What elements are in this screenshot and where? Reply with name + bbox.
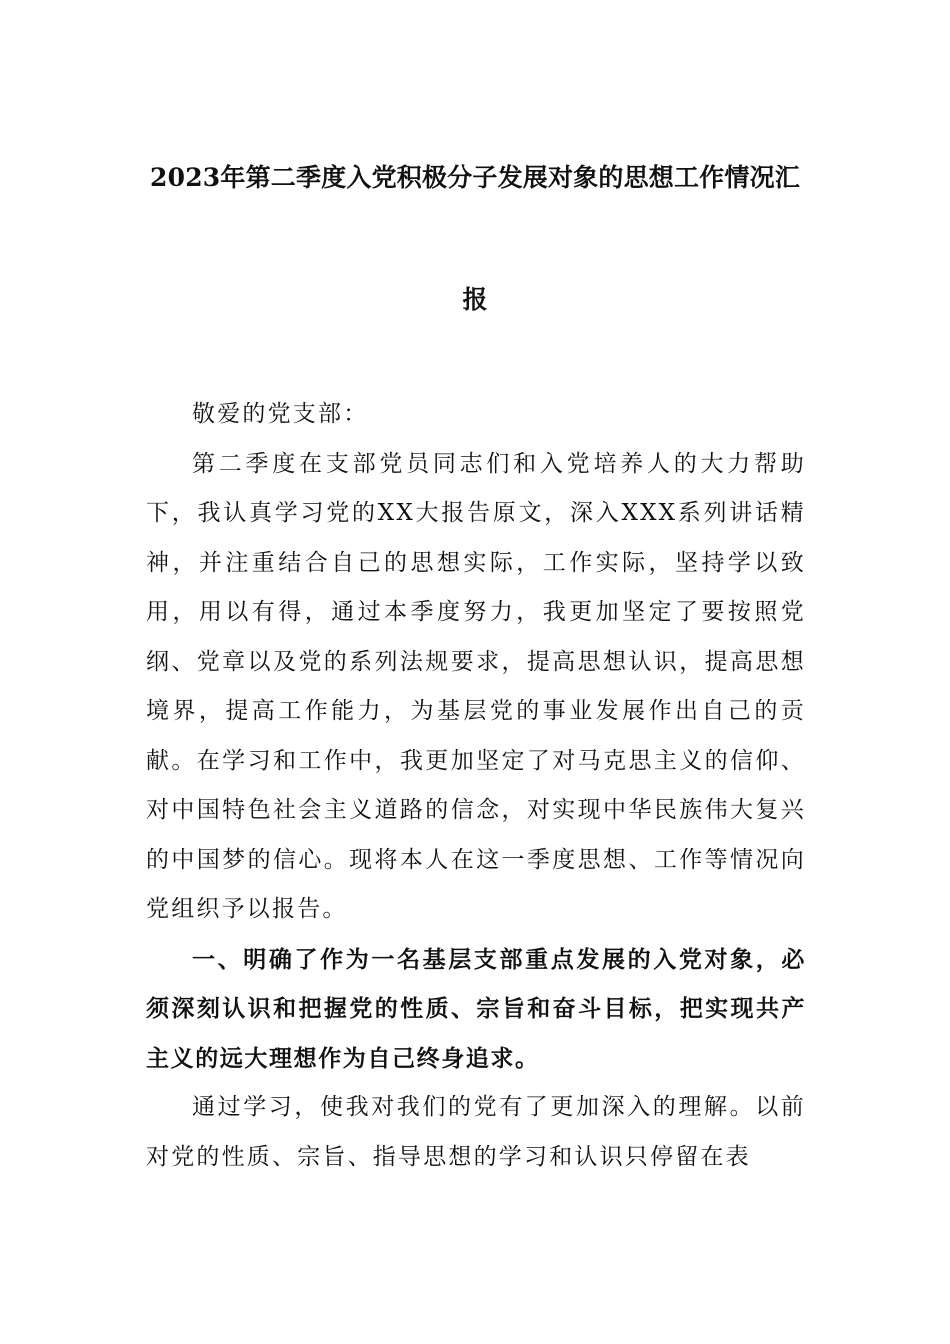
document-title-continuation: 报 — [462, 285, 488, 314]
salutation: 敬爱的党支部： — [192, 401, 369, 427]
body-paragraph: 通过学习，使我对我们的党有了更加深入的理解。以前对党的性质、宗旨、指导思想的学习和认识只停留在表 — [146, 1094, 806, 1170]
document-body — [146, 390, 806, 1182]
document-title: 2023年第二季度入党积极分子发展对象的思想工作情况汇 — [150, 163, 800, 192]
body-paragraph: 第二季度在支部党员同志们和入党培养人的大力帮助下，我认真学习党的XX大报告原文，深入XXX系列讲话精神，并注重结合自己的思想实际，工作实际，坚持学以致用，用以有得，通过本季度努力，我更加坚定了要按照党纲、党章以及党的系列法规要求，提高思想认识，提高思想境界，提高工作能力，为基层党的事业发展作出自己的贡献。在学习和工作中，我更加坚定了对马克思主义的信仰、对中国特色社会主义道路的信念，对实现中华民族伟大复兴的中国梦的信心。现将本人在这一季度思想、工作等情况向党组织予以报告。 — [146, 450, 806, 922]
section-heading: 一、明确了作为一名基层支部重点发展的入党对象，必须深刻认识和把握党的性质、宗旨和奋斗目标，把实现共产主义的远大理想作为自己终身追求。 — [146, 945, 806, 1072]
